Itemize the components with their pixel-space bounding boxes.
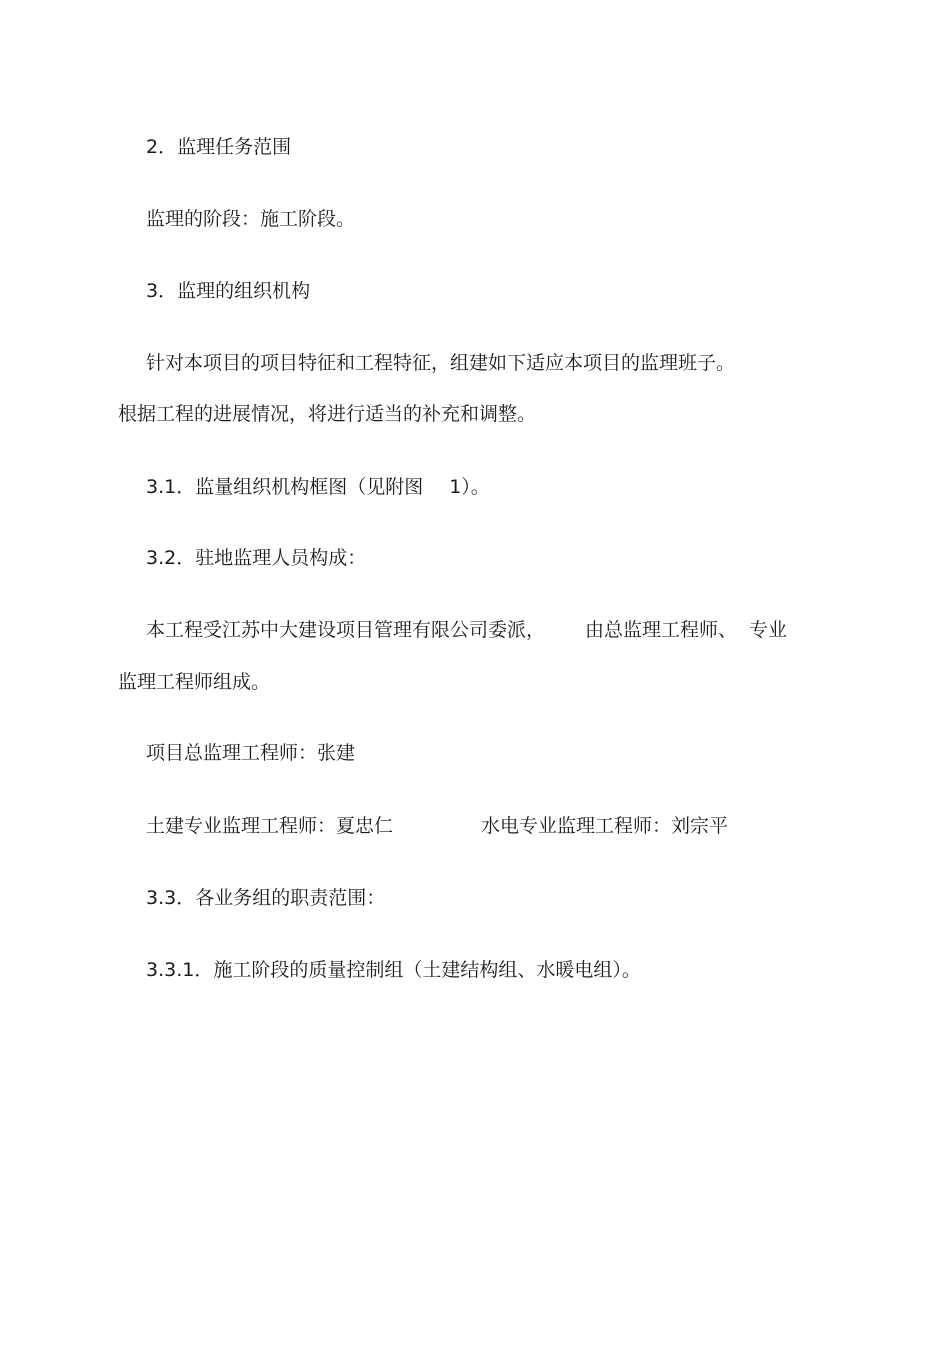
section-3-2-body-part-1: 本工程受江苏中大建设项目管理有限公司委派，: [146, 619, 546, 641]
mep-engineer-line: 水电专业监理工程师：刘宗平: [481, 815, 729, 837]
section-3-2-body-part-3: 专业: [749, 619, 788, 641]
section-3-body-line-2: 根据工程的进展情况，将进行适当的补充和调整。: [118, 403, 537, 425]
section-2-heading: 2．监理任务范围: [146, 136, 292, 158]
civil-engineer-line: 土建专业监理工程师：夏忠仁: [146, 815, 394, 837]
section-2-body: 监理的阶段：施工阶段。: [146, 208, 356, 230]
section-3-2-body-part-2: 由总监理工程师、: [585, 619, 738, 641]
section-3-2-body-line-1: [146, 617, 787, 643]
section-3-2-heading: 3.2．驻地监理人员构成：: [146, 547, 367, 569]
section-3-1-heading-text: 3.1．监量组织机构框图（见附图: [146, 476, 424, 498]
section-3-1-heading-figure-ref: 1）。: [449, 476, 490, 498]
chief-engineer-line: 项目总监理工程师：张建: [146, 742, 356, 764]
section-3-1-heading: [146, 474, 490, 500]
section-3-body-line-1: 针对本项目的项目特征和工程特征，组建如下适应本项目的监理班子。: [146, 352, 736, 374]
section-3-3-heading: 3.3．各业务组的职责范围：: [146, 887, 386, 909]
section-3-2-body-line-2: 监理工程师组成。: [118, 671, 271, 693]
section-3-3-1-heading: 3.3.1．施工阶段的质量控制组（土建结构组、水暖电组）。: [146, 959, 641, 981]
section-3-heading: 3．监理的组织机构: [146, 280, 311, 302]
